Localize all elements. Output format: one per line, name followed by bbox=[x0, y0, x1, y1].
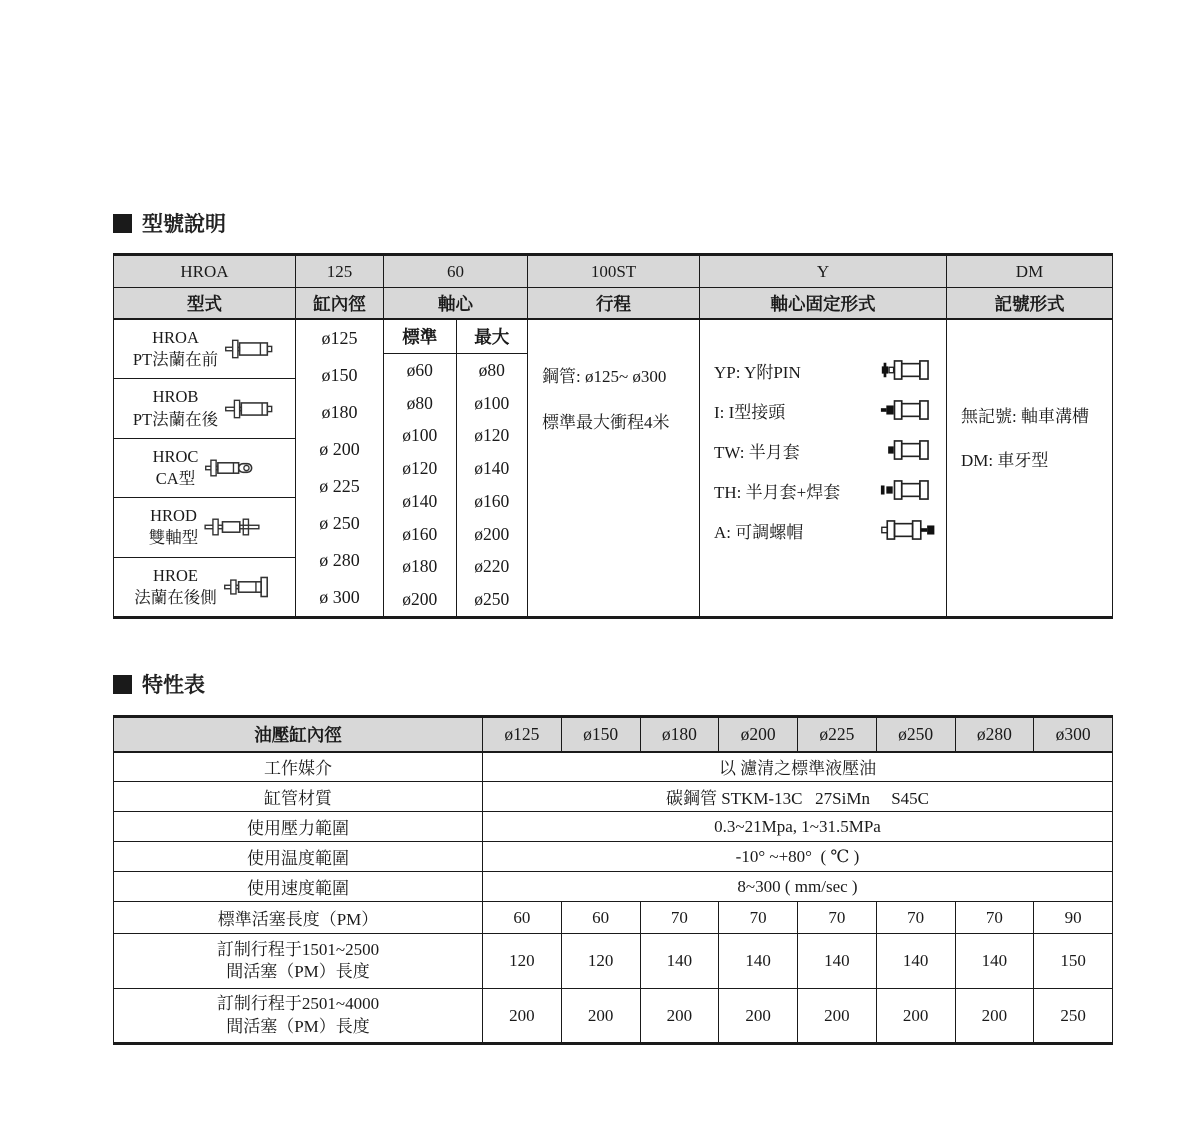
piston-length-value: 200 bbox=[798, 989, 877, 1044]
shaft-standard-value: ø80 bbox=[406, 392, 433, 413]
type-desc: CA型 bbox=[155, 469, 196, 489]
piston-length-value: 200 bbox=[876, 989, 955, 1044]
piston-length-value: 70 bbox=[798, 902, 877, 934]
type-desc: 雙軸型 bbox=[148, 528, 199, 548]
piston-length-value: 140 bbox=[955, 934, 1034, 989]
bore-value: ø 250 bbox=[319, 513, 360, 533]
shaft-max-value: ø220 bbox=[474, 556, 510, 577]
piston-length-value: 120 bbox=[483, 934, 562, 989]
bore-column-header: ø125 bbox=[483, 717, 562, 752]
piston-length-value: 140 bbox=[640, 934, 719, 989]
piston-length-value: 70 bbox=[955, 902, 1034, 934]
piston-length-value: 140 bbox=[876, 934, 955, 989]
spec-row-value: 碳鋼管 STKM-13C 27SiMn S45C bbox=[483, 782, 1113, 812]
shaft-standard-value: ø60 bbox=[406, 359, 433, 380]
spec-row-value: 以 濾清之標準液壓油 bbox=[483, 752, 1113, 782]
piston-length-value: 200 bbox=[719, 989, 798, 1044]
shaft-max-value: ø120 bbox=[474, 425, 510, 446]
shaft-standard-value: ø120 bbox=[402, 458, 438, 479]
type-row-hroa bbox=[114, 320, 295, 378]
shaft-max-value: ø200 bbox=[474, 523, 510, 544]
shaft-max-value: ø80 bbox=[478, 359, 505, 380]
piston-length-value: 140 bbox=[719, 934, 798, 989]
fixing-label: YP: Y附PIN bbox=[714, 362, 801, 382]
spec-row-label: 缸管材質 bbox=[114, 782, 483, 812]
fixing-label: I: I型接頭 bbox=[714, 402, 786, 422]
spec-row-label bbox=[114, 989, 483, 1044]
spec-section-title-text: 特性表 bbox=[142, 674, 205, 697]
type-row-hroe bbox=[114, 557, 295, 616]
spec-row-value: 0.3~21Mpa, 1~31.5MPa bbox=[483, 812, 1113, 842]
fixing-row-tw bbox=[714, 430, 938, 470]
model-code-table bbox=[113, 253, 1113, 619]
piston-length-value: 60 bbox=[483, 902, 562, 934]
bore-column-header: ø225 bbox=[798, 717, 877, 752]
spec-row-label: 工作媒介 bbox=[114, 752, 483, 782]
bore-value: ø 280 bbox=[319, 550, 360, 570]
cylinder-clevis-eye-icon bbox=[204, 455, 256, 481]
spec-table bbox=[113, 715, 1113, 1045]
piston-length-value: 200 bbox=[955, 989, 1034, 1044]
column-header: 軸心 bbox=[383, 288, 527, 320]
shaft-max-value: ø100 bbox=[474, 392, 510, 413]
bore-value: ø180 bbox=[321, 402, 358, 422]
type-column bbox=[114, 320, 295, 616]
clevis-with-pin-icon bbox=[880, 359, 938, 381]
mark-column bbox=[946, 320, 1112, 616]
bore-column-header: ø150 bbox=[561, 717, 640, 752]
stroke-column bbox=[527, 320, 699, 616]
fixing-row-th bbox=[714, 470, 938, 510]
type-desc: PT法蘭在後 bbox=[132, 409, 219, 429]
column-header: 型式 bbox=[114, 288, 295, 320]
spec-header-row bbox=[114, 717, 1113, 752]
shaft-max-column bbox=[456, 354, 528, 616]
shaft-standard-value: ø180 bbox=[402, 556, 438, 577]
bore-column-header: ø180 bbox=[640, 717, 719, 752]
cylinder-rear-flange-icon bbox=[224, 396, 276, 422]
column-header: 行程 bbox=[527, 288, 699, 320]
stroke-note-max: 標準最大衝程4米 bbox=[542, 413, 670, 432]
spec-row-label bbox=[114, 934, 483, 989]
piston-length-value: 200 bbox=[483, 989, 562, 1044]
model-header-row bbox=[114, 288, 1112, 320]
shaft-standard-value: ø100 bbox=[402, 425, 438, 446]
type-code: HROD bbox=[150, 506, 197, 526]
code-segment: Y bbox=[699, 256, 946, 288]
spec-row-label: 使用壓力範圍 bbox=[114, 812, 483, 842]
spec-header-label: 油壓缸內徑 bbox=[114, 717, 483, 752]
spec-row-pressure bbox=[114, 812, 1113, 842]
half-moon-weld-sleeve-icon bbox=[880, 479, 938, 501]
cylinder-double-rod-icon bbox=[204, 514, 260, 540]
spec-row-temperature bbox=[114, 842, 1113, 872]
spec-row-stroke-2501-4000 bbox=[114, 989, 1113, 1044]
shaft-max-value: ø160 bbox=[474, 490, 510, 511]
fixing-row-i bbox=[714, 390, 938, 430]
type-code: HROC bbox=[152, 446, 199, 466]
model-section-title bbox=[113, 208, 226, 238]
code-segment: DM bbox=[946, 256, 1112, 288]
mark-form-none: 無記號: 軸車溝槽 bbox=[961, 407, 1089, 426]
bore-value: ø150 bbox=[321, 365, 358, 385]
fixing-row-a bbox=[714, 510, 938, 550]
bore-value: ø 225 bbox=[319, 476, 360, 496]
mark-form-dm: DM: 車牙型 bbox=[961, 451, 1049, 470]
spec-row-label: 使用速度範圍 bbox=[114, 872, 483, 902]
bore-value: ø 300 bbox=[319, 587, 360, 607]
shaft-standard-value: ø140 bbox=[402, 490, 438, 511]
spec-row-label-line1: 訂制行程于2501~4000 bbox=[216, 994, 380, 1014]
fixing-column bbox=[699, 320, 946, 616]
spec-row-medium bbox=[114, 752, 1113, 782]
code-segment: HROA bbox=[114, 256, 295, 288]
spec-row-value: -10° ~+80° ( ℃ ) bbox=[483, 842, 1113, 872]
piston-length-value: 90 bbox=[1034, 902, 1113, 934]
spec-row-standard-piston bbox=[114, 902, 1113, 934]
column-header: 記號形式 bbox=[946, 288, 1112, 320]
piston-length-value: 150 bbox=[1034, 934, 1113, 989]
code-segment: 100ST bbox=[527, 256, 699, 288]
shaft-column bbox=[383, 320, 527, 616]
model-code-row bbox=[114, 256, 1112, 288]
half-moon-sleeve-icon bbox=[880, 439, 938, 461]
type-desc: PT法蘭在前 bbox=[132, 350, 219, 370]
shaft-standard-value: ø160 bbox=[402, 523, 438, 544]
bore-value: ø125 bbox=[321, 328, 358, 348]
type-desc: 法蘭在後側 bbox=[134, 587, 217, 607]
code-segment: 125 bbox=[295, 256, 383, 288]
i-type-joint-icon bbox=[880, 399, 938, 421]
type-row-hrob bbox=[114, 378, 295, 437]
piston-length-value: 70 bbox=[876, 902, 955, 934]
cylinder-front-flange-icon bbox=[224, 336, 276, 362]
type-code: HROB bbox=[152, 387, 199, 407]
shaft-standard-header: 標準 bbox=[402, 327, 438, 347]
bore-column bbox=[295, 320, 383, 616]
bore-column-header: ø200 bbox=[719, 717, 798, 752]
square-bullet-icon bbox=[113, 214, 132, 233]
shaft-max-value: ø140 bbox=[474, 458, 510, 479]
spec-row-value: 8~300 ( mm/sec ) bbox=[483, 872, 1113, 902]
spec-row-label-line1: 訂制行程于1501~2500 bbox=[216, 939, 380, 959]
model-table-body bbox=[114, 320, 1112, 616]
shaft-max-value: ø250 bbox=[474, 589, 510, 610]
spec-row-stroke-1501-2500 bbox=[114, 934, 1113, 989]
spec-row-speed bbox=[114, 872, 1113, 902]
shaft-standard-column bbox=[384, 354, 456, 616]
type-row-hroc bbox=[114, 438, 295, 497]
bore-value: ø 200 bbox=[319, 439, 360, 459]
bore-column-header: ø250 bbox=[876, 717, 955, 752]
bore-column-header: ø280 bbox=[955, 717, 1034, 752]
column-header: 軸心固定形式 bbox=[699, 288, 946, 320]
shaft-subheader bbox=[384, 320, 527, 354]
type-row-hrod bbox=[114, 497, 295, 556]
type-code: HROA bbox=[152, 327, 199, 347]
spec-row-label: 使用温度範圍 bbox=[114, 842, 483, 872]
cylinder-rear-side-flange-icon bbox=[223, 574, 275, 600]
code-segment: 60 bbox=[383, 256, 527, 288]
bore-column-header: ø300 bbox=[1034, 717, 1113, 752]
column-header: 缸內徑 bbox=[295, 288, 383, 320]
shaft-max-header: 最大 bbox=[456, 320, 528, 353]
type-code: HROE bbox=[153, 565, 198, 585]
piston-length-value: 140 bbox=[798, 934, 877, 989]
piston-length-value: 70 bbox=[640, 902, 719, 934]
piston-length-value: 120 bbox=[561, 934, 640, 989]
piston-length-value: 60 bbox=[561, 902, 640, 934]
spec-row-label: 標準活塞長度（PM） bbox=[114, 902, 483, 934]
piston-length-value: 250 bbox=[1034, 989, 1113, 1044]
model-section-title-text: 型號說明 bbox=[142, 213, 226, 236]
fixing-row-yp bbox=[714, 350, 938, 390]
square-bullet-icon bbox=[113, 675, 132, 694]
spec-row-label-line2: 間活塞（PM）長度 bbox=[226, 962, 370, 981]
piston-length-value: 200 bbox=[561, 989, 640, 1044]
fixing-label: TH: 半月套+焊套 bbox=[714, 482, 841, 502]
shaft-standard-value: ø200 bbox=[402, 589, 438, 610]
spec-row-material bbox=[114, 782, 1113, 812]
fixing-label: TW: 半月套 bbox=[714, 442, 800, 462]
piston-length-value: 200 bbox=[640, 989, 719, 1044]
adjustable-nut-icon bbox=[880, 519, 938, 541]
stroke-note-pipe: 鋼管: ø125~ ø300 bbox=[542, 367, 667, 386]
piston-length-value: 70 bbox=[719, 902, 798, 934]
fixing-label: A: 可調螺帽 bbox=[714, 522, 804, 542]
spec-row-label-line2: 間活塞（PM）長度 bbox=[226, 1016, 370, 1036]
spec-section-title bbox=[113, 669, 205, 699]
